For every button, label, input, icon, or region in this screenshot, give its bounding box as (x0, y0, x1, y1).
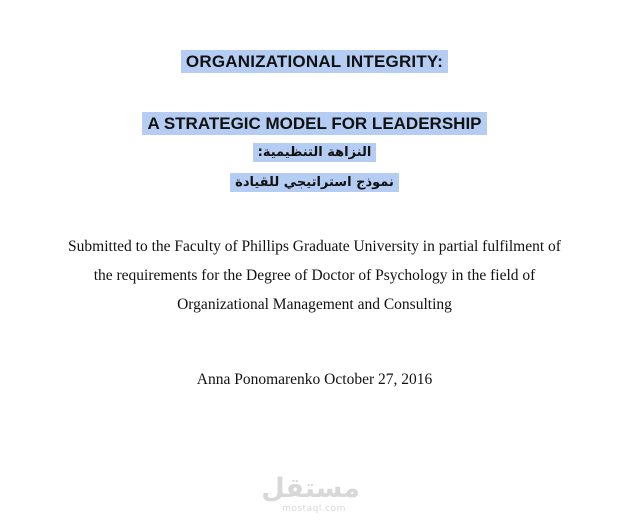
arabic-title-line-1-highlight: النزاهة التنظيمية: (253, 143, 377, 162)
title-line-2-highlight: A STRATEGIC MODEL FOR LEADERSHIP (142, 112, 486, 135)
watermark-latin-text: mostaql.com (282, 504, 346, 514)
submission-line-1: Submitted to the Faculty of Phillips Graduate University in partial fulfilment of (68, 238, 561, 255)
arabic-title-line-2-highlight: نموذج استراتيجي للقيادة (230, 173, 399, 192)
title-line-1-highlight: ORGANIZATIONAL INTEGRITY: (181, 50, 448, 73)
arabic-title-line-1 (0, 145, 629, 160)
submission-line-2: the requirements for the Degree of Doctor of Psychology in the field of (93, 267, 536, 284)
submission-line-3: Organizational Management and Consulting (177, 296, 452, 313)
mostaql-watermark-logo (261, 473, 360, 514)
author-date-line: Anna Ponomarenko October 27, 2016 (196, 371, 433, 388)
submission-statement (40, 232, 589, 319)
title-line-2 (0, 114, 629, 134)
watermark-arabic-text: مستقل (261, 473, 360, 504)
title-line-1 (0, 52, 629, 72)
arabic-title-line-2 (0, 175, 629, 190)
